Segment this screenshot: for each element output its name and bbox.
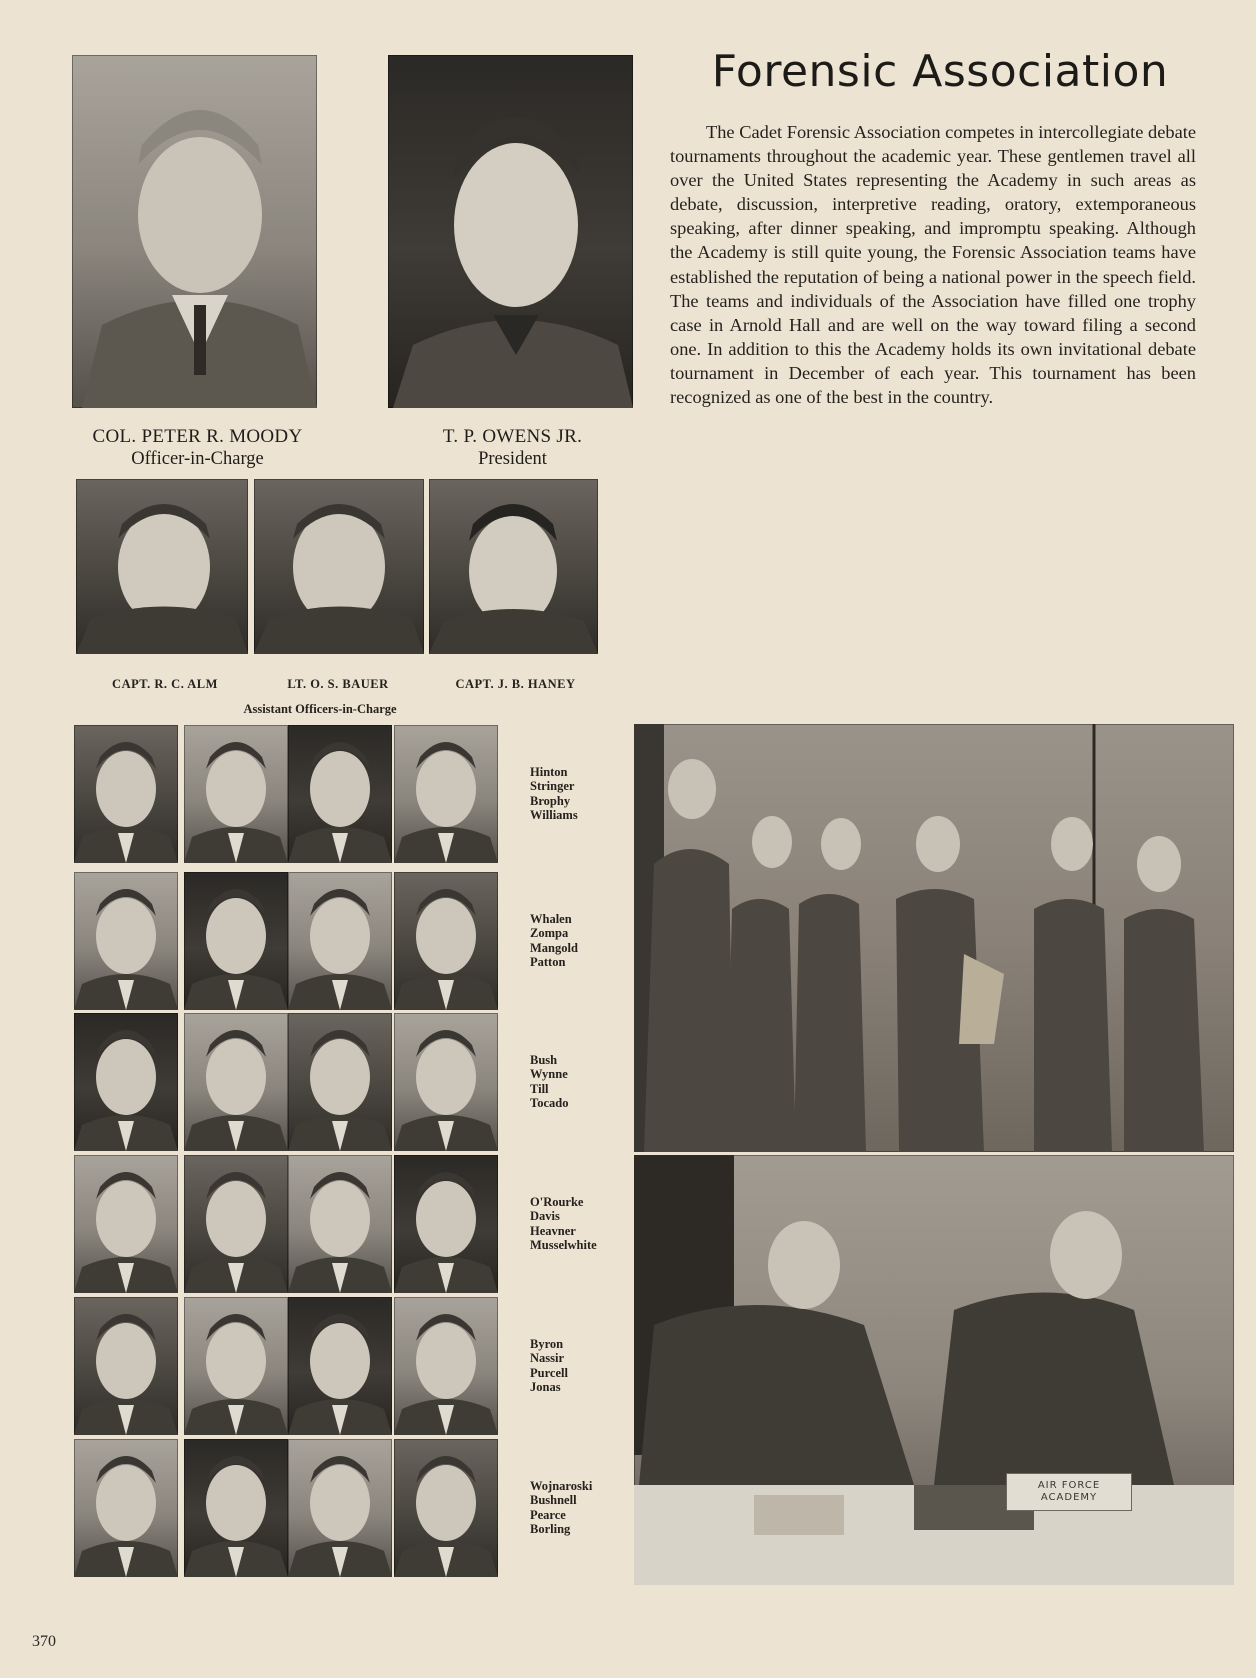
member-name: Williams [530, 808, 578, 823]
member-name: Zompa [530, 926, 569, 941]
officer-name: COL. PETER R. MOODY [92, 426, 303, 447]
member-portrait [394, 1155, 498, 1293]
member-name: Patton [530, 955, 566, 970]
member-name-list [530, 1479, 592, 1537]
air-force-academy-sign [1006, 1473, 1132, 1511]
member-name: Till [530, 1081, 549, 1096]
member-name-list [530, 1053, 568, 1111]
member-name-list [530, 1195, 597, 1253]
officer-name: T. P. OWENS JR. [442, 426, 583, 447]
portrait-moody [72, 55, 317, 408]
member-name: Borling [530, 1522, 571, 1537]
member-portrait [184, 872, 288, 1010]
member-name: Jonas [530, 1380, 561, 1395]
member-portrait [394, 872, 498, 1010]
member-portrait [74, 1013, 178, 1151]
member-portrait [288, 872, 392, 1010]
sign-line-2: ACADEMY [1040, 1492, 1098, 1503]
portrait-owens [388, 55, 633, 408]
member-name: Stringer [530, 779, 575, 794]
member-portrait [394, 725, 498, 863]
member-portrait [394, 1297, 498, 1435]
assistant-name-haney: CAPT. J. B. HANEY [455, 677, 576, 691]
member-portrait [184, 725, 288, 863]
assistant-name-alm: CAPT. R. C. ALM [112, 677, 218, 691]
member-portrait [394, 1439, 498, 1577]
member-name: Brophy [530, 793, 571, 808]
member-portrait [74, 725, 178, 863]
portrait-haney [429, 479, 598, 654]
member-portrait [74, 1439, 178, 1577]
member-name: Whalen [530, 912, 572, 926]
member-name-list [530, 1337, 568, 1395]
portrait-alm [76, 479, 248, 654]
desk-photo [634, 1155, 1234, 1585]
member-name: Mangold [530, 940, 578, 955]
officer-role: President [478, 449, 547, 469]
member-portrait [394, 1013, 498, 1151]
member-portrait [74, 872, 178, 1010]
page-number: 370 [32, 1633, 56, 1650]
member-name: Davis [530, 1209, 560, 1224]
portrait-bauer [254, 479, 424, 654]
member-portrait [288, 1013, 392, 1151]
article-body: The Cadet Forensic Association competes in intercollegiate debate tournaments throughout the academic year. These gentlemen travel all over the United States representing the Academy in such areas as debate, discussion, interpretive reading, oratory, extemporaneous speaking, after dinner speaking, and impromptu speaking. Although the Academy is still quite young, the Forensic Association teams have established the reputation of being a national power in the speech field. The teams and individuals of the Association have filled one trophy case in Arnold Hall and are well on the way toward filing a second one. In addition to this the Academy holds its own invitational debate tournament in December of each year. This tournament has been recognized as one of the best in the country. [670, 122, 1196, 408]
member-portrait [74, 1155, 178, 1293]
member-portrait [184, 1297, 288, 1435]
member-portrait [288, 725, 392, 863]
member-name: Heavner [530, 1223, 576, 1238]
member-name: Bush [530, 1053, 558, 1067]
member-name: Wynne [530, 1067, 568, 1082]
member-name: Bushnell [530, 1493, 577, 1508]
member-name: Musselwhite [530, 1238, 597, 1253]
member-name: Pearce [530, 1507, 566, 1522]
member-name: O'Rourke [530, 1195, 584, 1209]
officer-role: Officer-in-Charge [131, 449, 264, 469]
member-name: Hinton [530, 765, 568, 779]
member-portrait [288, 1297, 392, 1435]
member-name: Nassir [530, 1351, 565, 1366]
member-portrait [288, 1439, 392, 1577]
officer-caption-moody [60, 426, 335, 470]
member-portrait [184, 1439, 288, 1577]
member-name: Purcell [530, 1365, 568, 1380]
member-name-list [530, 765, 578, 823]
member-portrait [184, 1013, 288, 1151]
member-name: Byron [530, 1337, 564, 1351]
member-name: Wojnaroski [530, 1479, 593, 1493]
page-title: Forensic Association [711, 46, 1169, 97]
officer-caption-owens [380, 426, 645, 470]
member-portrait [288, 1155, 392, 1293]
member-name: Tocado [530, 1096, 569, 1111]
assistant-caption: Assistant Officers-in-Charge [243, 702, 397, 716]
member-portrait [74, 1297, 178, 1435]
member-name-list [530, 912, 578, 970]
group-photo-trophy [634, 724, 1234, 1152]
member-portrait [184, 1155, 288, 1293]
sign-line-1: AIR FORCE [1037, 1480, 1101, 1491]
assistant-name-bauer: LT. O. S. BAUER [287, 677, 389, 691]
